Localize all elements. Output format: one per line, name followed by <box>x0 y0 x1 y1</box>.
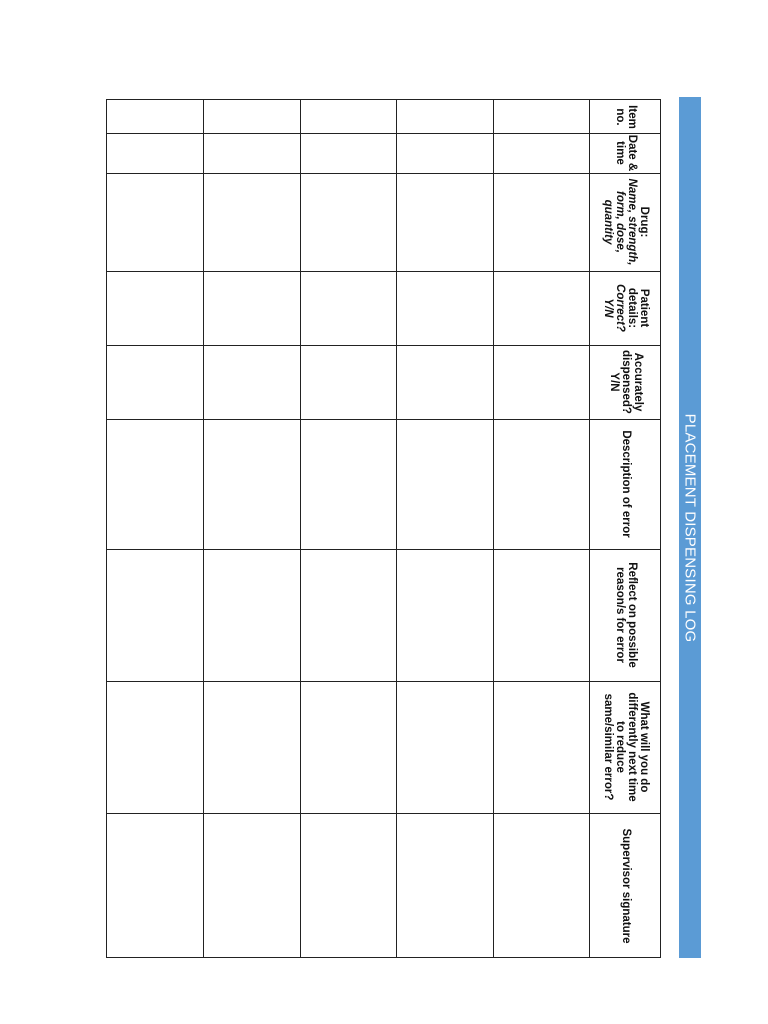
header-drug-sub: Name, strength, form, dose, quantity <box>601 178 638 266</box>
row-divider <box>396 100 397 957</box>
column-divider <box>107 813 660 814</box>
header-patient-details-line1: Patient details: <box>625 287 650 329</box>
header-accurately-dispensed-text: Accurately dispensed? Y/N <box>607 350 644 414</box>
log-entry-row-4[interactable] <box>203 100 300 957</box>
header-item-no-line2: no. <box>613 107 626 126</box>
column-divider <box>107 419 660 420</box>
header-patient-details-sub: Correct? Y/N <box>601 284 626 332</box>
header-patient-details <box>589 271 662 345</box>
header-supervisor-signature-text: Supervisor signature <box>619 828 632 944</box>
header-accurately-dispensed <box>589 345 662 419</box>
header-next-time <box>589 681 662 813</box>
header-drug-line1: Drug: <box>637 206 650 238</box>
header-supervisor-signature <box>589 813 662 959</box>
header-error-description <box>589 419 662 549</box>
header-drug <box>589 173 662 271</box>
log-entry-row-2[interactable] <box>396 100 493 957</box>
header-item-no-line1: Item <box>625 104 638 129</box>
dispensing-log-table <box>106 99 661 958</box>
header-next-time-text: What will you do differently next time to reduce same/similar error? <box>601 692 650 802</box>
column-divider <box>107 133 660 134</box>
header-error-reasons-text: Reflect on possible reason/s for error <box>613 562 638 668</box>
header-date-time-line1: Date & <box>625 134 638 172</box>
log-entry-row-5[interactable] <box>107 100 203 957</box>
log-entry-row-3[interactable] <box>300 100 396 957</box>
column-divider <box>107 549 660 550</box>
row-divider <box>589 100 590 957</box>
row-divider <box>203 100 204 957</box>
row-divider <box>493 100 494 957</box>
header-error-description-text: Description of error <box>619 430 632 538</box>
column-divider <box>107 681 660 682</box>
header-date-time-line2: time <box>613 141 626 165</box>
log-entry-row-1[interactable] <box>493 100 589 957</box>
header-item-no <box>589 100 662 133</box>
column-divider <box>107 173 660 174</box>
header-date-time <box>589 133 662 173</box>
title-bar <box>679 97 701 958</box>
header-error-reasons <box>589 549 662 681</box>
page-title: PLACEMENT DISPENSING LOG <box>681 413 699 642</box>
column-divider <box>107 345 660 346</box>
column-divider <box>107 271 660 272</box>
row-divider <box>300 100 301 957</box>
